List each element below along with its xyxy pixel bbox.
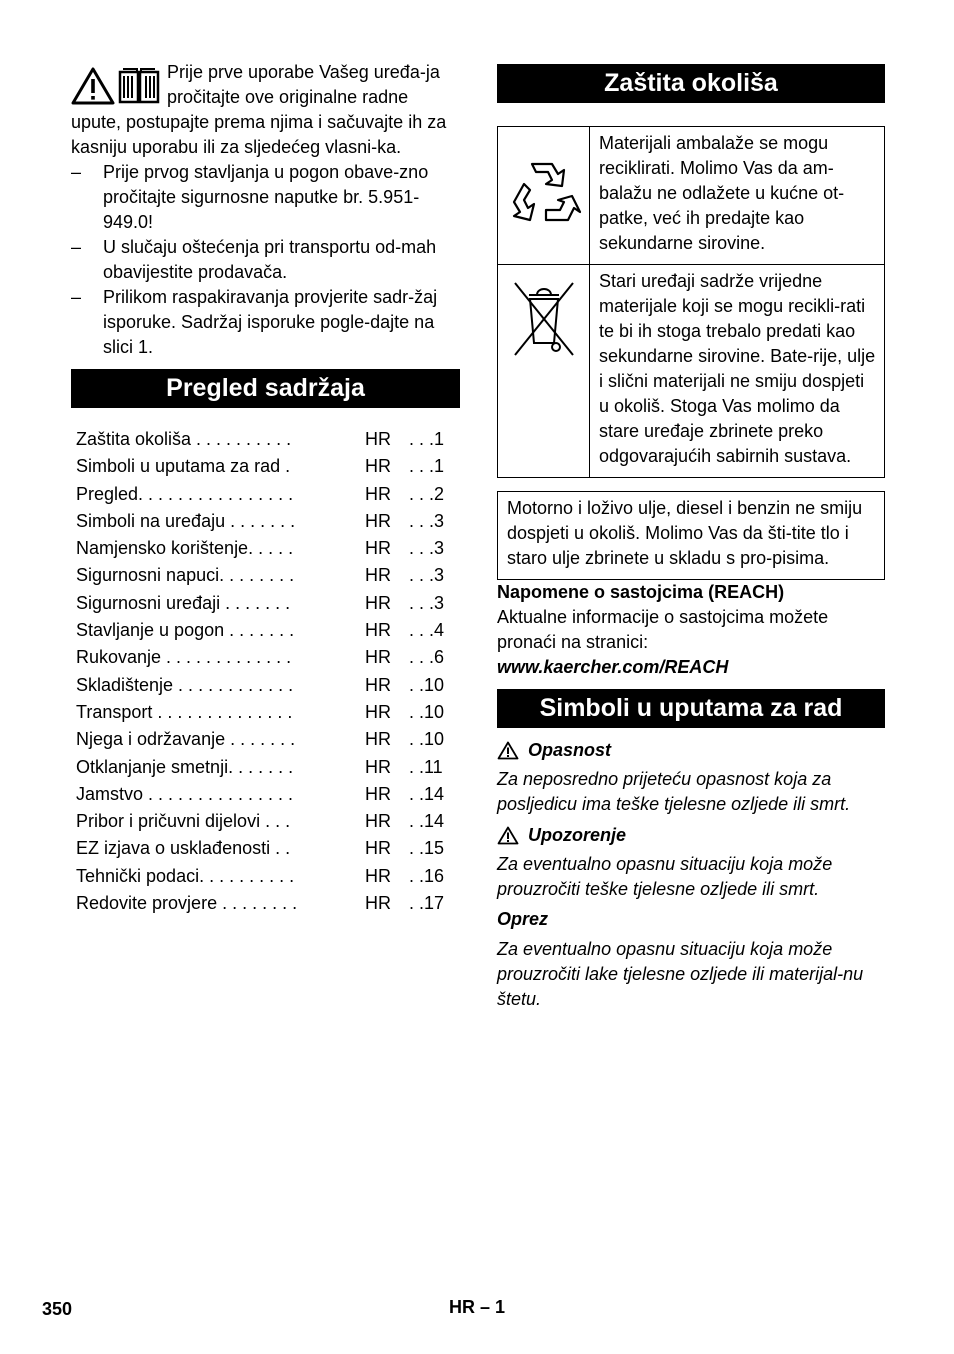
list-item [71,160,460,235]
toc-row [71,754,460,781]
toc-lang: HR [365,865,391,886]
danger-label-row [497,738,885,763]
toc-row [71,726,460,753]
toc-lang: HR [365,620,391,641]
toc-lang: HR [365,674,391,695]
toc-row [71,890,460,917]
list-item [71,285,460,360]
warning-label-row [497,823,885,848]
toc-page: . . .4 [409,620,445,641]
toc-row [71,781,460,808]
toc-lang: HR [365,456,391,477]
dash-bullet: – [71,237,82,257]
symbols-heading: Simboli u uputama za rad [497,689,885,728]
right-column [497,64,885,1012]
toc-row [71,835,460,862]
warning-label: Upozorenje [528,825,627,845]
toc-row [71,508,460,535]
toc-lang: HR [365,756,391,777]
reach-title: Napomene o sastojcima (REACH) [497,582,785,602]
toc-title: Jamstvo . . . . . . . . . . . . . . . [76,783,294,804]
toc-title: Transport . . . . . . . . . . . . . . [76,701,293,722]
warning-triangle-icon [497,741,519,760]
toc-row [71,863,460,890]
warning-triangle-icon [497,826,519,845]
toc-title: Tehnički podaci. . . . . . . . . . [76,865,295,886]
toc-page: . .16 [409,865,445,886]
old-devices-text: Stari uređaji sadrže vrijedne materijale koji se mogu recikli-rati te bi ih stoga trebalo predati kao sekundarne sirovine. Bate-rije, ulje i slični materijali ne smiju dospjeti u okoliš. Stoga Vas molimo da stare uređaje zbrinete preko odgovarajućih sabirnih sustava. [590,265,885,478]
toc-title: Sigurnosni uređaji . . . . . . . [76,592,291,613]
dash-bullet: – [71,287,82,307]
reach-text: Aktualne informacije o sastojcima možete pronaći na stranici: [497,607,829,652]
weee-icon-cell [498,265,590,478]
toc-title: Sigurnosni napuci. . . . . . . . [76,565,295,586]
table-row [498,265,885,478]
intro-icons [71,64,161,108]
toc-row [71,453,460,480]
toc-lang: HR [365,510,391,531]
toc-row [71,590,460,617]
toc-page: . . .1 [409,429,445,449]
toc-lang: HR [365,893,391,914]
crossed-bin-icon [511,279,577,359]
toc-title: Stavljanje u pogon . . . . . . . [76,620,295,641]
list-item-text: Prije prvog stavljanja u pogon obave-zno pročitajte sigurnosne naputke br. 5.951-949.0! [103,162,429,232]
toc-page: . . .3 [409,565,445,586]
toc-row [71,808,460,835]
toc-page: . .15 [409,838,445,859]
caution-label: Oprez [497,909,549,929]
oil-notice: Motorno i loživo ulje, diesel i benzin ne smiju dospjeti u okoliš. Molimo Vas da šti-tite tlo i staro ulje zbrinete u skladu s pro-pisima. [497,491,885,580]
toc-page: . .17 [409,893,445,914]
toc-title: Njega i održavanje . . . . . . . [76,729,296,750]
toc-title: Simboli u uputama za rad . [76,456,291,477]
reach-section [497,580,885,680]
toc-lang: HR [365,811,391,832]
toc-title: Simboli na uređaju . . . . . . . [76,510,296,531]
toc-row [71,535,460,562]
toc-page: . .14 [409,783,445,804]
table-row [498,127,885,265]
toc-title: Pregled. . . . . . . . . . . . . . . . [76,483,294,504]
toc-row [71,644,460,671]
environment-table [497,126,885,478]
intro-list [71,160,460,360]
warning-triangle-icon [71,66,115,106]
toc-page: . . .2 [409,483,445,504]
recycling-icon [506,154,582,230]
toc-heading: Pregled sadržaja [71,369,460,408]
table-of-contents [71,426,460,917]
toc-lang: HR [365,483,391,504]
toc-page: . .10 [409,701,445,722]
toc-page: . .10 [409,674,445,695]
toc-page: . .10 [409,729,445,750]
page-number: 350 [42,1299,73,1319]
manual-book-icon [117,66,161,106]
toc-title: Otklanjanje smetnji. . . . . . . [76,756,294,777]
intro-section [71,60,460,360]
toc-title: Skladištenje . . . . . . . . . . . . [76,674,294,695]
toc-lang: HR [365,647,391,668]
toc-page: . .11 [409,756,443,777]
toc-page: . . .3 [409,538,445,559]
recycling-icon-cell [498,127,590,265]
caution-text: Za eventualno opasnu situaciju koja može prouzročiti lake tjelesne ozljede ili materijal-nu štetu. [497,939,864,1009]
toc-title: Zaštita okoliša . . . . . . . . . . [76,429,292,449]
danger-text: Za neposredno prijeteću opasnost koja za posljedicu ima teške tjelesne ozljede ili smrt. [497,769,851,814]
toc-lang: HR [365,729,391,750]
toc-title: Rukovanje . . . . . . . . . . . . . [76,647,292,668]
toc-row [71,672,460,699]
toc-page: . . .6 [409,647,445,668]
toc-title: EZ izjava o usklađenosti . . [76,838,291,859]
toc-lang: HR [365,565,391,586]
warning-text: Za eventualno opasnu situaciju koja može prouzročiti teške tjelesne ozljede ili smrt. [497,854,833,899]
list-item-text: Prilikom raspakiravanja provjerite sadr-žaj isporuke. Sadržaj isporuke pogle-dajte na slici 1. [103,287,438,357]
reach-url: www.kaercher.com/REACH [497,657,729,677]
symbols-section [497,738,885,1012]
toc-page: . .14 [409,811,445,832]
danger-label: Opasnost [528,740,612,760]
list-item-text: U slučaju oštećenja pri transportu od-mah obavijestite prodavača. [103,237,437,282]
toc-page: . . .3 [409,510,445,531]
toc-title: Redovite provjere . . . . . . . . [76,893,298,914]
packaging-text: Materijali ambalaže se mogu reciklirati. Molimo Vas da am-balažu ne odlažete u kućne ot-patke, već ih predajte kao sekundarne sirovine. [590,127,885,265]
dash-bullet: – [71,162,82,182]
toc-row [71,699,460,726]
toc-row [71,426,460,453]
intro-text: Prije prve uporabe Vašeg uređa-ja pročitajte ove originalne radne upute, postupajte prema njima i sačuvajte ih za kasniju uporabu ili za sljedećeg vlasni-ka. [71,62,447,157]
toc-title: Pribor i pričuvni dijelovi . . . [76,811,291,832]
toc-row [71,617,460,644]
toc-row [71,481,460,508]
language-page-marker: HR – 1 [449,1297,506,1317]
toc-page: . . .3 [409,592,445,613]
toc-page: . . .1 [409,456,445,477]
list-item [71,235,460,285]
left-column [71,60,460,917]
environment-heading: Zaštita okoliša [497,64,885,103]
toc-title: Namjensko korištenje. . . . . [76,538,294,559]
toc-lang: HR [365,538,391,559]
toc-lang: HR [365,783,391,804]
toc-row [71,562,460,589]
toc-lang: HR [365,429,391,449]
toc-lang: HR [365,592,391,613]
toc-lang: HR [365,838,391,859]
toc-lang: HR [365,701,391,722]
